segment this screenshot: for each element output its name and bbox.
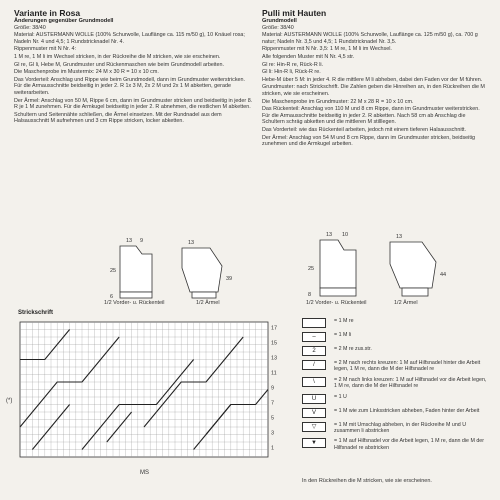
right-front-dim-top: 13 — [326, 232, 333, 238]
left-front-dim-height: 25 — [110, 268, 117, 274]
legend-symbol: V — [302, 408, 326, 418]
left-sleeve-piece — [182, 248, 222, 292]
legend-item — [302, 394, 488, 404]
left-front-dim-rib: 6 — [110, 294, 114, 300]
legend-item — [302, 346, 488, 356]
legend-text: = 1 M re — [334, 318, 354, 324]
left-paragraph: Größe: 38/40 — [14, 24, 46, 31]
legend-symbol: ▽ — [302, 422, 326, 432]
right-paragraph: Die Maschenprobe im Grundmuster: 22 M x 28 R = 10 x 10 cm. — [262, 98, 414, 105]
chart-legend — [302, 318, 488, 455]
legend-symbol — [302, 318, 326, 328]
legend-text: = 1 M li — [334, 332, 352, 338]
right-paragraph: Material: AUSTERMANN WOLLE (100% Schurwolle, Lauflänge ca. 125 m/50 g), ca. 700 g natur; Nadeln Nr. 3,5 und 4,5; 1 Rundstricknadel Nr. 3,5. — [262, 32, 478, 45]
chart-left-marker: (*) — [6, 398, 13, 404]
legend-text: = 1 M mit Umschlag abheben, in der Rückreihe M und U zusammen li abstricken — [334, 421, 467, 435]
legend-symbol: / — [302, 360, 326, 370]
legend-symbol: 2 — [302, 346, 326, 356]
left-paragraph: Gl re, Gl li, Hebe M, Grundmuster und Rückenmaschen wie beim Grundmodell arbeiten. — [14, 61, 225, 68]
legend-item — [302, 377, 488, 390]
right-column — [262, 8, 488, 149]
right-caption-front: 1/2 Vorder- u. Rückenteil — [306, 300, 367, 306]
left-subtitle: Änderungen gegenüber Grundmodell — [14, 18, 114, 24]
row-number: 5 — [271, 415, 275, 422]
left-paragraph: Das Vorderteil: Anschlag und Rippe wie beim Grundmodell, dann im Grundmuster weiterstricken. Für die Armausschnitte beidseitig in jeder 2. R 1x 3 M, 2x 2 M und 2x 1 M abketten, gerade weiterarbeiten. — [14, 76, 246, 96]
right-paragraph: Das Rückenteil: Anschlag von 110 M und 8 cm Rippe, dann im Grundmuster weiterstricken. Für die Armausschnitte beidseitig in jeder 2. R abketten. Nach 58 cm ab Anschlag die Schultern schräg abketten und die mittleren M stilllegen. — [262, 106, 480, 126]
right-paragraph: Rippenmuster mit N Nr. 3,5: 1 M re, 1 M li im Wechsel. — [262, 46, 392, 53]
legend-item — [302, 408, 488, 418]
row-number: 1 — [271, 445, 275, 452]
row-number: 9 — [271, 385, 275, 392]
left-sleeve-rib — [192, 292, 216, 298]
row-number: 17 — [271, 325, 278, 332]
right-paragraph: Das Vorderteil: wie das Rückenteil arbeiten, jedoch mit einem tieferen Halsausschnitt. — [262, 126, 467, 133]
right-sleeve-rib — [402, 288, 428, 296]
right-front-rib — [320, 288, 356, 296]
right-subtitle: Grundmodell — [262, 18, 297, 24]
legend-symbol: – — [302, 332, 326, 342]
left-front-piece — [120, 246, 152, 292]
left-schematic — [100, 236, 250, 306]
chart-title: Strickschrift — [18, 310, 54, 316]
right-title: Pulli mit Hauten — [262, 8, 327, 18]
right-sleeve-dim-top: 13 — [396, 234, 403, 240]
right-paragraph: Größe: 38/40 — [262, 24, 294, 31]
right-front-dim-rib: 8 — [308, 292, 312, 298]
left-title: Variante in Rosa — [14, 8, 81, 18]
knitting-chart — [18, 318, 294, 471]
footer-note: In den Rückreihen die M stricken, wie sie erscheinen. — [302, 478, 432, 484]
right-body — [262, 25, 488, 148]
legend-item — [302, 422, 488, 435]
left-front-rib — [120, 292, 152, 298]
left-sleeve-dim-height: 39 — [226, 276, 233, 282]
row-number: 7 — [271, 400, 275, 407]
left-paragraph: Rippenmuster mit N Nr. 4: — [14, 46, 77, 53]
right-front-dim-height: 25 — [308, 266, 315, 272]
right-paragraph: Hebe-M über 5 M: in jeder 4. R die mittlere M li abheben, dabei den Faden vor der M führen. — [262, 76, 483, 83]
legend-symbol: U — [302, 394, 326, 404]
legend-text: = 2 M nach links kreuzen: 1 M auf Hilfsnadel vor die Arbeit legen, 1 M re, dann die M der Hilfsnadel re — [334, 376, 487, 390]
left-sleeve-dim-top: 13 — [188, 240, 195, 246]
right-paragraph: Grundmuster: nach Strickschrift. Die Zahlen geben die Hinreihen an, in den Rückreihen die M stricken, wie sie erscheinen. — [262, 84, 485, 97]
row-number: 3 — [271, 430, 275, 437]
legend-text: = 2 M re zus.str. — [334, 346, 372, 352]
left-paragraph: Material: AUSTERMANN WOLLE (100% Schurwolle, Lauflänge ca. 115 m/50 g), 10 Knäuel rosa; Nadeln Nr. 4 und 4,5; 1 Rundstricknadel Nr. 4. — [14, 32, 245, 45]
right-caption-sleeve: 1/2 Ärmel — [394, 300, 418, 306]
right-paragraph: Gl li: Hin-R li, Rück-R re. — [262, 69, 321, 76]
legend-item — [302, 360, 488, 373]
left-column — [14, 8, 254, 126]
left-body — [14, 25, 254, 125]
chart-bottom-label: MS — [140, 470, 149, 476]
left-paragraph: Die Maschenprobe im Mustermix: 24 M x 30 R = 10 x 10 cm. — [14, 69, 159, 76]
left-paragraph: Der Ärmel: Anschlag von 50 M, Rippe 6 cm, dann im Grundmuster stricken und beidseitig in jeder 8. R je 1 M zunehmen. Für die Armkugel beidseitig in jeder 2. R abnehmen, die restlichen M abketten. — [14, 97, 253, 111]
left-paragraph: Schultern und Seitennähte schließen, die Ärmel einsetzen. Mit der Rundnadel aus dem Halsausschnitt M aufnehmen und 3 cm Rippe stricken, locker abketten. — [14, 111, 222, 125]
right-front-piece — [320, 240, 356, 288]
legend-symbol: ▼ — [302, 438, 326, 448]
left-front-dim-neck: 9 — [140, 238, 144, 244]
legend-text: = 2 M nach rechts kreuzen: 1 M auf Hilfsnadel hinter die Arbeit legen, 1 M re, dann die M der Hilfsnadel re — [334, 360, 481, 373]
left-caption-sleeve: 1/2 Ärmel — [196, 300, 220, 306]
row-number: 15 — [271, 340, 278, 347]
row-number: 13 — [271, 355, 278, 362]
right-front-dim-neck: 10 — [342, 232, 349, 238]
right-paragraph: Alle folgenden Muster mit N Nr. 4,5 str. — [262, 53, 355, 60]
legend-item — [302, 318, 488, 328]
right-sleeve-dim-height: 44 — [440, 272, 447, 278]
legend-text: = 1 U — [334, 393, 347, 400]
legend-item — [302, 438, 488, 451]
right-sleeve-piece — [390, 242, 436, 288]
right-paragraph: Der Ärmel: Anschlag von 54 M und 8 cm Rippe, dann im Grundmuster stricken, beidseitig zunehmen und die Armkugel arbeiten. — [262, 134, 476, 148]
left-caption-front: 1/2 Vorder- u. Rückenteil — [104, 300, 165, 306]
left-paragraph: 1 M re, 1 M li im Wechsel stricken, in der Rückreihe die M stricken, wie sie erscheinen. — [14, 53, 221, 60]
row-number: 11 — [271, 370, 277, 377]
left-front-dim-top: 13 — [126, 238, 133, 244]
legend-symbol: \ — [302, 377, 326, 387]
knitting-chart-grid — [18, 318, 294, 466]
legend-item — [302, 332, 488, 342]
right-paragraph: Gl re: Hin-R re, Rück-R li. — [262, 61, 324, 68]
right-schematic — [300, 230, 470, 306]
legend-text: = 1 M wie zum Linksstricken abheben, Faden hinter der Arbeit — [334, 407, 480, 414]
legend-text: = 1 M auf Hilfsnadel vor die Arbeit legen, 1 M re, dann die M der Hilfsnadel re abstricken — [334, 438, 485, 451]
